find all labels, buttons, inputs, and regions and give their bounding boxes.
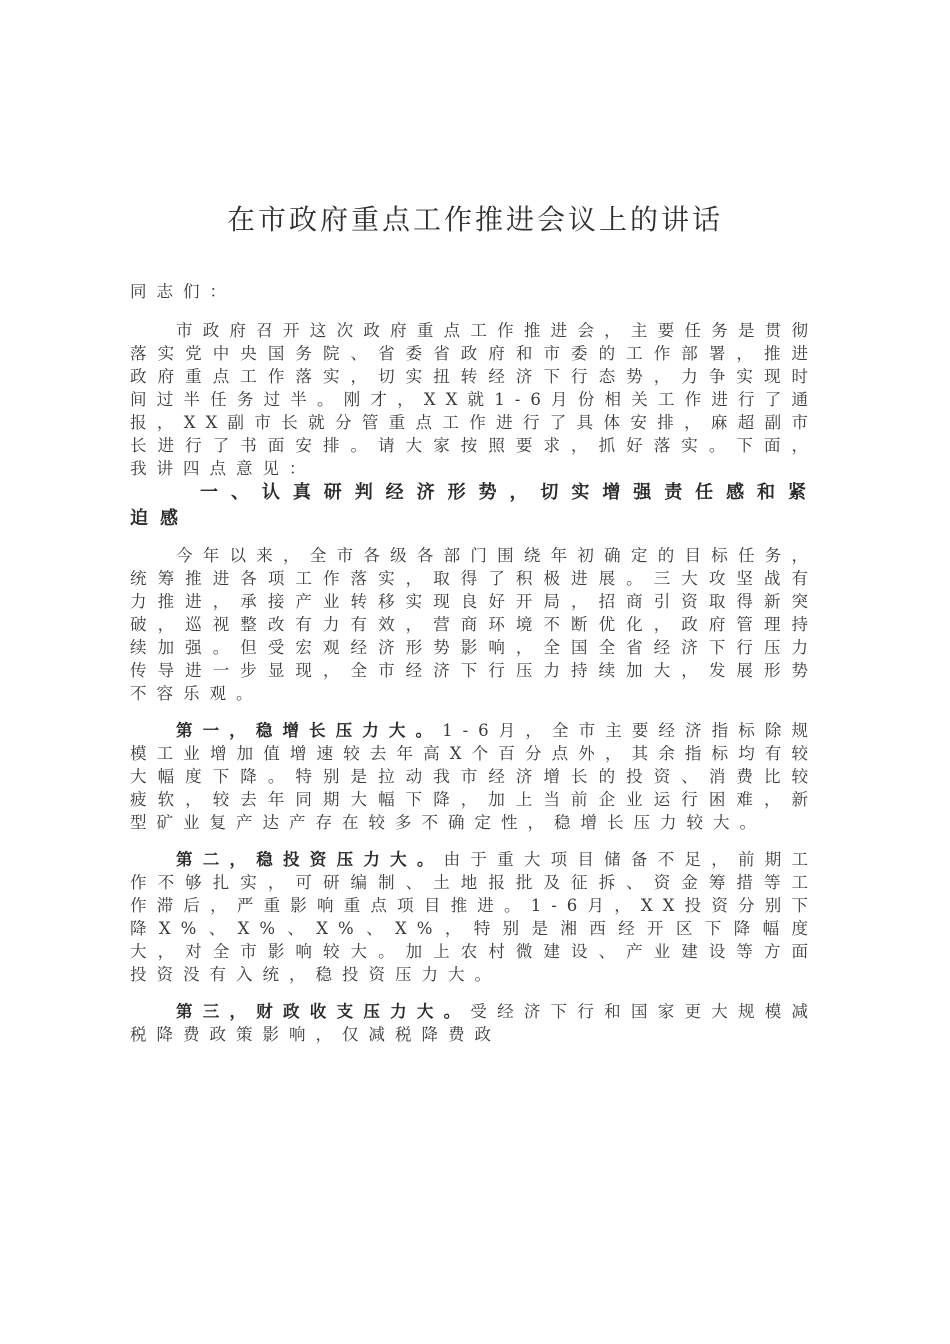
point-3-paragraph <box>130 1000 818 1046</box>
section-1-paragraph: 今年以来，全市各级各部门围绕年初确定的目标任务，统筹推进各项工作落实，取得了积极进展。三大攻坚战有力推进，承接产业转移实现良好开局，招商引资取得新突破，巡视整改有力有效，营商环境不断优化，政府管理持续加强。但受宏观经济形势影响，全国全省经济下行压力传导进一步显现，全市经济下行压力持续加大，发展形势不容乐观。 <box>130 546 818 703</box>
section-1-heading: 一、认真研判经济形势，切实增强责任感和紧迫感 <box>130 482 818 529</box>
intro-paragraph: 市政府召开这次政府重点工作推进会，主要任务是贯彻落实党中央国务院、省委省政府和市委的工作部署，推进政府重点工作落实，切实扭转经济下行态势，力争实现时间过半任务过半。刚才，XX就1-6月份相关工作进行了通报，XX副市长就分管重点工作进行了具体安排，麻超副市长进行了书面安排。请大家按照要求，抓好落实。下面，我讲四点意见： <box>130 321 818 478</box>
greeting: 同志们： <box>130 282 236 301</box>
point-2-paragraph <box>130 848 818 986</box>
document-title: 在市政府重点工作推进会议上的讲话 <box>226 203 723 236</box>
document-body <box>130 280 818 1046</box>
point-1-paragraph <box>130 719 818 834</box>
point-1-lead: 第一，稳增长压力大。 <box>176 721 443 740</box>
point-3-text: 受经济下行和国家更大规模减税降费政策影响，仅减税降费政 <box>130 1002 819 1044</box>
point-1-text: 1-6月，全市主要经济指标除规模工业增加值增速较去年高X个百分点外，其余指标均有较大幅度下降。特别是拉动我市经济增长的投资、消费比较疲软，较去年同期大幅下降，加上当前企业运行困难，新型矿业复产达产存在较多不确定性，稳增长压力较大。 <box>130 721 819 832</box>
point-2-lead: 第二，稳投资压力大。 <box>176 850 444 869</box>
point-3-lead: 第三，财政收支压力大。 <box>176 1002 471 1021</box>
point-2-text: 由于重大项目储备不足，前期工作不够扎实，可研编制、土地报批及征拆、资金筹措等工作滞后，严重影响重点项目推进。1-6月，XX投资分别下降X%、X%、X%、X%，特别是湘西经开区下降幅度大，对全市影响较大。加上农村微建设、产业建设等方面投资没有入统，稳投资压力大。 <box>130 850 819 984</box>
